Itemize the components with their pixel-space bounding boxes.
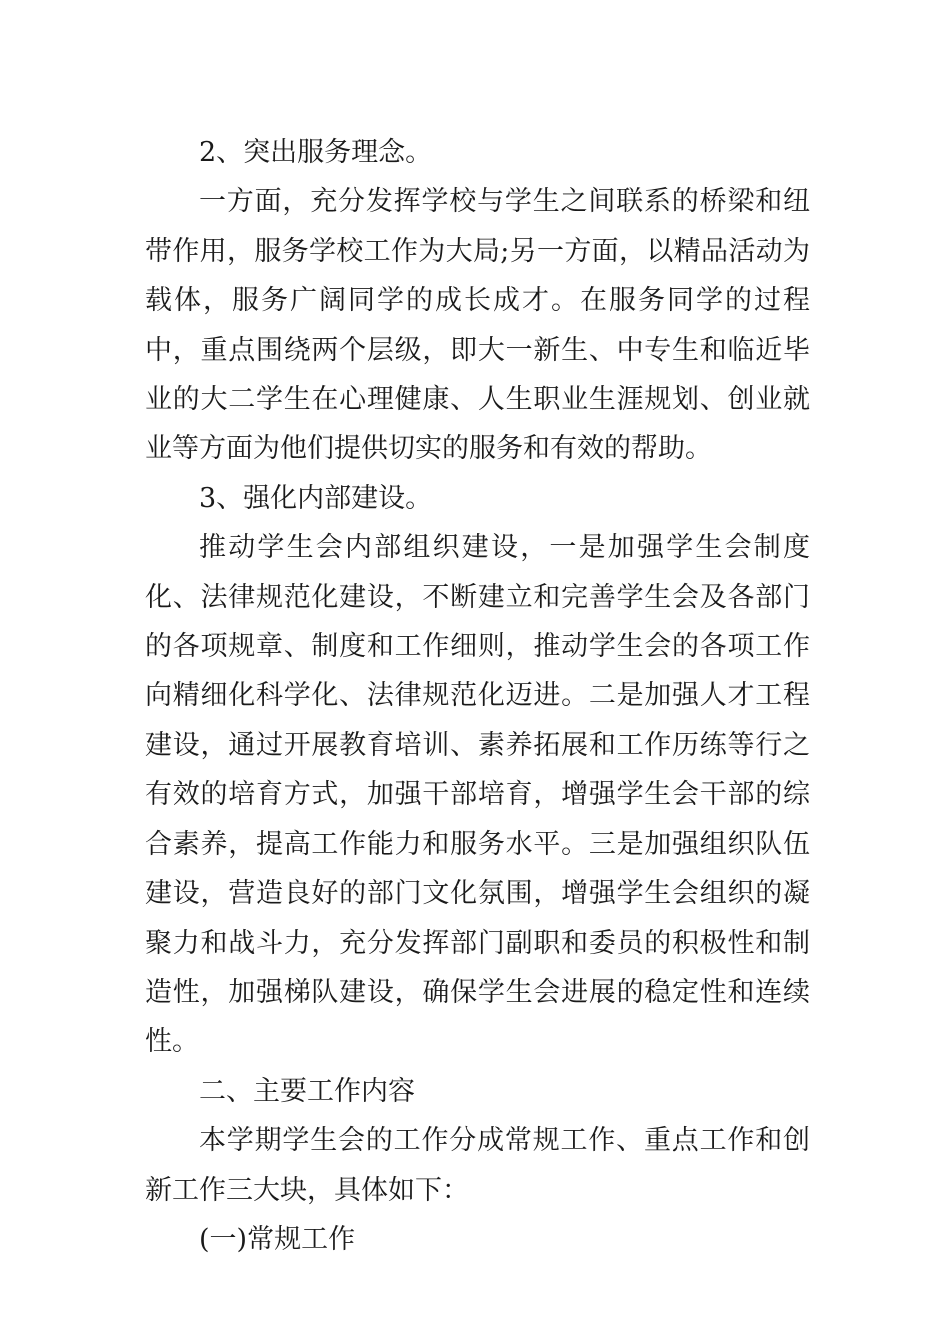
document-body <box>145 128 810 1264</box>
paragraph-internal: 推动学生会内部组织建设，一是加强学生会制度化、法律规范化建设，不断建立和完善学生会及各部门的各项规章、制度和工作细则，推动学生会的各项工作向精细化科学化、法律规范化迈进。二是加强人才工程建设，通过开展教育培训、素养拓展和工作历练等行之有效的培育方式，加强干部培育，增强学生会干部的综合素养，提高工作能力和服务水平。三是加强组织队伍建设，营造良好的部门文化氛围，增强学生会组织的凝聚力和战斗力，充分发挥部门副职和委员的积极性和制造性，加强梯队建设，确保学生会进展的稳定性和连续性。 <box>145 532 810 1058</box>
subsection-heading-routine: (一)常规工作 <box>199 1223 356 1255</box>
paragraph-service: 一方面，充分发挥学校与学生之间联系的桥梁和纽带作用，服务学校工作为大局;另一方面，以精品活动为载体，服务广阔同学的成长成才。在服务同学的过程中，重点围绕两个层级，即大一新生、中专生和临近毕业的大二学生在心理健康、人生职业生涯规划、创业就业等方面为他们提供切实的服务和有效的帮助。 <box>145 186 810 465</box>
paragraph-main-work: 本学期学生会的工作分成常规工作、重点工作和创新工作三大块，具体如下： <box>145 1125 810 1206</box>
section-heading-internal: 3、强化内部建设。 <box>199 482 433 514</box>
section-heading-service: 2、突出服务理念。 <box>199 137 433 168</box>
section-heading-main-work: 二、主要工作内容 <box>199 1075 415 1107</box>
